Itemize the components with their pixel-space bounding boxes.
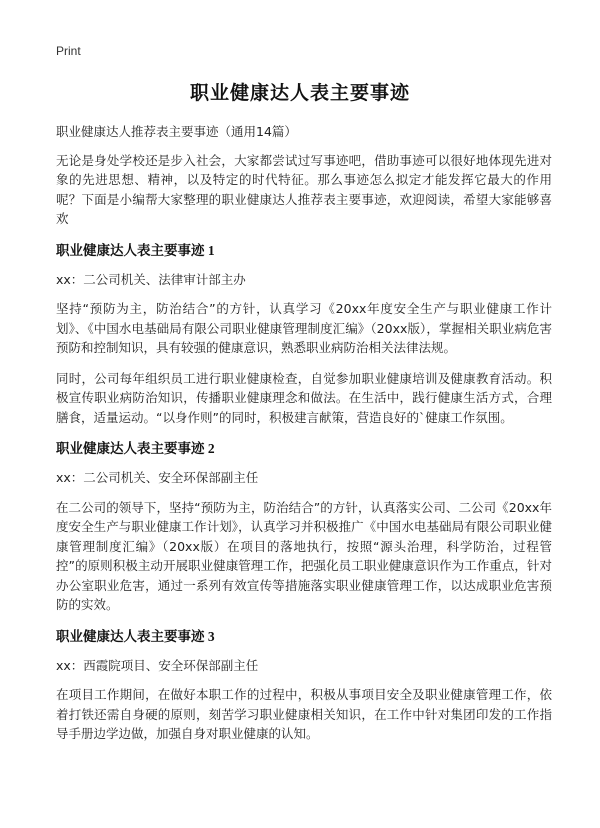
print-link[interactable]: Print [56, 44, 81, 58]
section-1 [56, 241, 552, 428]
section-paragraph: 在项目工作期间，在做好本职工作的过程中，积极从事项目安全及职业健康管理工作，依着打铁还需自身硬的原则，刻苦学习职业健康相关知识，在工作中针对集团印发的工作指导手册边学边做，加强自身对职业健康的认知。 [56, 687, 552, 741]
section-meta: xx：西霞院项目、安全环保部副主任 [56, 657, 259, 673]
section-paragraph: 在二公司的领导下，坚持“预防为主，防治结合”的方针，认真落实公司、二公司《20xx年度安全生产与职业健康工作计划》，认真学习并积极推广《中国水电基础局有限公司职业健康管理制度汇编》（20xx版）在项目的落地执行，按照“源头治理，科学防治，过程管控”的原则积极主动开展职业健康管理工作，把强化员工职业健康意识作为工作重点，针对办公室职业危害，通过一系列有效宣传等措施落实职业健康管理工作，以达成职业危害预防的实效。 [56, 499, 552, 612]
section-heading: 职业健康达人表主要事迹 1 [56, 242, 215, 258]
section-heading: 职业健康达人表主要事迹 3 [56, 628, 215, 644]
page-title: 职业健康达人表主要事迹 [189, 82, 410, 104]
section-heading: 职业健康达人表主要事迹 2 [56, 441, 215, 456]
section-paragraph: 同时，公司每年组织员工进行职业健康检查，自觉参加职业健康培训及健康教育活动。积极宣传职业病防治知识，传播职业健康理念和做法。在生活中，践行健康生活方式，合理膳食，适量运动。“以身作则”的同时，积极建言献策，营造良好的`健康工作氛围。 [56, 370, 552, 425]
section-3 [56, 627, 552, 744]
document-subtitle: 职业健康达人推荐表主要事迹（通用14篇） [56, 124, 297, 139]
section-2 [56, 439, 552, 615]
section-meta: xx：二公司机关、法律审计部主办 [56, 271, 246, 287]
intro-paragraph: 无论是身处学校还是步入社会，大家都尝试过写事迹吧，借助事迹可以很好地体现先进对象的先进思想、精神，以及特定的时代特征。那么事迹怎么拟定才能发挥它最大的作用呢？下面是小编帮大家整理的职业健康达人推荐表主要事迹，欢迎阅读，希望大家能够喜欢 [56, 152, 552, 226]
document-body [56, 122, 552, 755]
section-meta: xx：二公司机关、安全环保部副主任 [56, 470, 259, 485]
section-paragraph: 坚持“预防为主，防治结合”的方针，认真学习《20xx年度安全生产与职业健康工作计划》、《中国水电基础局有限公司职业健康管理制度汇编》（20xx版），掌握相关职业病危害预防和控制知识，具有较强的健康意识，熟悉职业病防治相关法律法规。 [56, 301, 552, 355]
